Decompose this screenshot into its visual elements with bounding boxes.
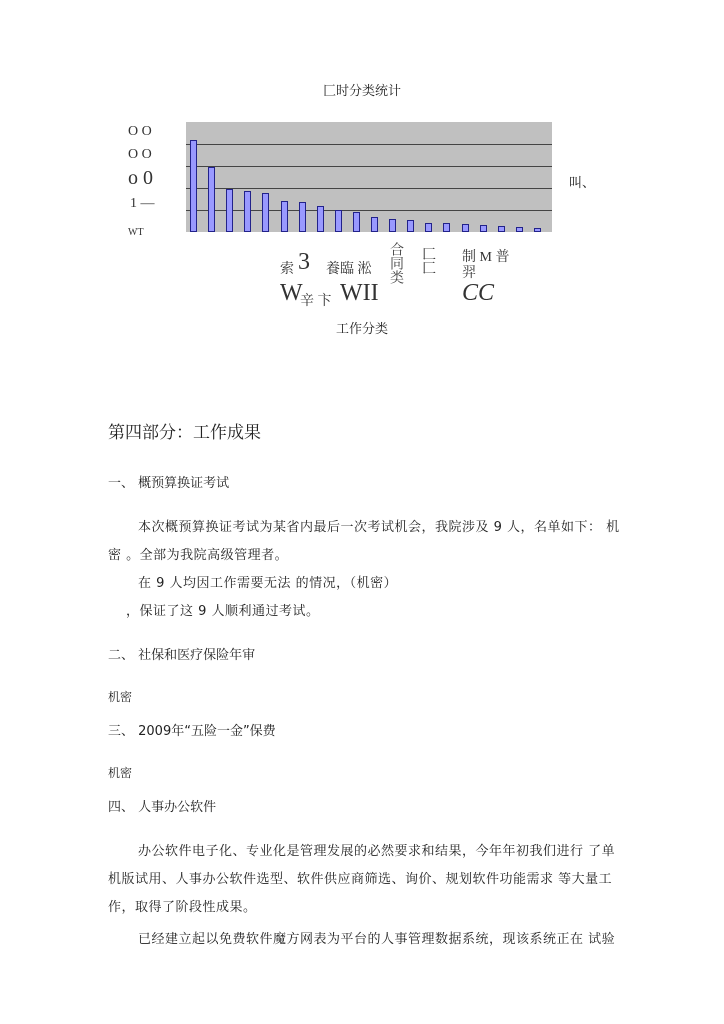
bar-5 <box>262 193 269 232</box>
bar-11 <box>371 217 378 232</box>
bar-10 <box>353 212 360 232</box>
x-label: 3 <box>298 249 310 275</box>
y-axis-label-4: 1 — <box>130 196 155 211</box>
paragraph-3: ，保证了这 9 人顺利通过考试。 <box>126 604 320 619</box>
paragraph-1-line-1: 本次概预算换证考试为某省内最后一次考试机会，我院涉及 9 人，名单如下： 机 <box>138 520 620 535</box>
gridline <box>186 144 552 145</box>
item-heading-2: 二、 社保和医疗保险年审 <box>108 648 256 663</box>
bar-17 <box>480 225 487 232</box>
bar-14 <box>425 223 432 232</box>
paragraph-1-line-2: 密 。全部为我院高级管理者。 <box>108 548 289 563</box>
secret-text-1: 机密 <box>108 690 133 704</box>
bar-8 <box>317 206 324 232</box>
x-label: 羿 <box>462 266 476 281</box>
bar-16 <box>462 224 469 232</box>
x-label: W <box>280 280 303 306</box>
paragraph-4-line-2: 机版试用、人事办公软件选型、软件供应商筛选、询价、规划软件功能需求 等大量工 <box>108 872 613 887</box>
bar-15 <box>443 223 450 232</box>
chart-right-label: 叫、 <box>569 176 596 191</box>
x-label: 制 M 普 <box>462 250 510 265</box>
bar-13 <box>407 220 414 232</box>
y-axis-label-2: O O <box>128 147 152 162</box>
bar-7 <box>299 202 306 232</box>
paragraph-2: 在 9 人均因工作需要无法 的情况，（机密） <box>138 576 398 591</box>
chart-title: 匚时分类统计 <box>322 84 401 99</box>
bar-1 <box>190 140 197 232</box>
y-axis-label-5: WT <box>128 227 144 238</box>
x-label: 匚 <box>422 262 436 277</box>
x-label: 養臨 淞 <box>326 262 372 277</box>
gridline <box>186 188 552 189</box>
x-label-clipped: CC <box>462 280 495 306</box>
bar-4 <box>244 191 251 232</box>
secret-text-2: 机密 <box>108 766 133 780</box>
paragraph-4-line-1: 办公软件电子化、专业化是管理发展的必然要求和结果，今年年初我们进行 了单 <box>138 844 616 859</box>
x-label-vertical: 合同类 <box>388 242 404 284</box>
paragraph-4-line-3: 作，取得了阶段性成果。 <box>108 900 257 915</box>
bar-2 <box>208 167 215 232</box>
bar-18 <box>498 226 505 232</box>
y-axis-label-1: O O <box>128 124 152 139</box>
item-heading-4: 四、 人事办公软件 <box>108 800 217 815</box>
y-axis-label-3: o 0 <box>128 167 153 189</box>
section-title: 第四部分：工作成果 <box>108 423 261 443</box>
x-label: 索 <box>280 262 294 277</box>
item-heading-3: 三、 2009年“五险一金”保费 <box>108 724 276 739</box>
bar-12 <box>389 219 396 232</box>
bar-9 <box>335 210 342 232</box>
item-heading-1: 一、 概预算换证考试 <box>108 476 230 491</box>
gridline <box>186 166 552 167</box>
bar-19 <box>516 227 523 232</box>
bar-3 <box>226 189 233 232</box>
x-axis-title: 工作分类 <box>335 322 388 337</box>
gridline <box>186 210 552 211</box>
bar-chart-plot-area <box>186 122 552 232</box>
bar-6 <box>281 201 288 232</box>
bar-20 <box>534 228 541 232</box>
paragraph-5: 已经建立起以免费软件魔方网表为平台的人事管理数据系统，现该系统正在 试验 <box>138 932 616 947</box>
x-label: 匚 <box>422 248 436 263</box>
x-label: 辛 卞 <box>300 294 332 309</box>
x-label: WII <box>340 280 379 306</box>
